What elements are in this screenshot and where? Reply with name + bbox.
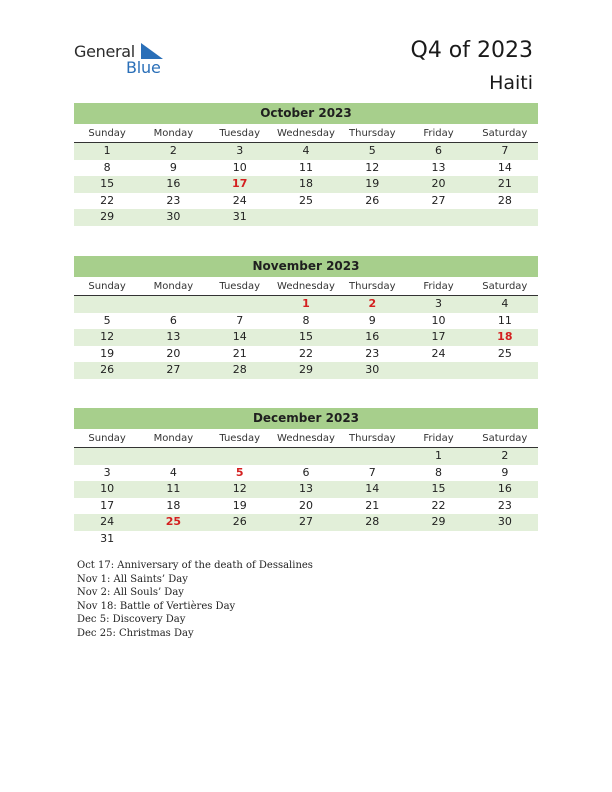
weekday-label: Saturday: [482, 433, 528, 444]
day-cell: 3: [103, 465, 111, 479]
day-cell: 5: [368, 144, 376, 157]
day-cell: 6: [302, 465, 310, 479]
weekday-label: Wednesday: [277, 433, 335, 444]
weekday-label: Monday: [153, 281, 194, 292]
day-cell: 3: [435, 297, 443, 310]
empty-day-cell: [472, 362, 538, 379]
empty-day-cell: [207, 531, 273, 548]
day-cell: 15: [431, 482, 446, 495]
day-cell: 7: [368, 465, 376, 479]
weekday-label: Saturday: [482, 281, 528, 292]
week-row: [74, 514, 538, 531]
day-cell: 5: [235, 465, 244, 479]
weekday-label: Sunday: [88, 433, 126, 444]
day-cell: 4: [169, 465, 177, 479]
day-cell: 20: [166, 346, 181, 360]
weekday-label: Friday: [423, 128, 454, 139]
day-cell: 23: [497, 498, 512, 512]
day-cell: 22: [431, 498, 446, 512]
page-title: Q4 of 2023: [410, 38, 533, 63]
day-cell: 11: [298, 160, 313, 174]
day-cell: 13: [431, 160, 446, 174]
day-cell: 16: [166, 177, 181, 190]
day-cell: 24: [431, 346, 446, 360]
day-cell: 8: [302, 313, 310, 327]
weekday-label: Monday: [153, 433, 194, 444]
day-cell: 2: [169, 144, 177, 157]
day-cell: 25: [298, 193, 313, 207]
day-cell: 17: [232, 177, 248, 190]
day-cell: 1: [103, 144, 111, 157]
week-rows: [74, 296, 538, 379]
week-row: [74, 465, 538, 482]
empty-day-cell: [140, 448, 206, 465]
week-row: [74, 296, 538, 313]
day-cell: 23: [365, 346, 380, 360]
weekday-label: Saturday: [482, 128, 528, 139]
day-cell: 10: [100, 482, 115, 495]
weekday-label: Wednesday: [277, 128, 335, 139]
day-cell: 7: [501, 144, 509, 157]
day-cell: 12: [232, 482, 247, 495]
week-row: [74, 143, 538, 160]
day-cell: 9: [169, 160, 177, 174]
day-cell: 25: [165, 515, 182, 528]
empty-day-cell: [74, 448, 140, 465]
day-cell: 11: [497, 313, 512, 327]
day-cell: 9: [501, 465, 509, 479]
day-cell: 7: [236, 313, 244, 327]
day-cell: 10: [431, 313, 446, 327]
week-row: [74, 160, 538, 177]
holiday-list: [77, 559, 313, 640]
day-cell: 28: [232, 363, 247, 376]
day-cell: 10: [232, 160, 247, 174]
weekday-label: Friday: [423, 433, 454, 444]
day-cell: 28: [497, 193, 512, 207]
day-cell: 27: [298, 515, 313, 528]
day-cell: 30: [166, 210, 181, 223]
empty-day-cell: [405, 209, 471, 226]
holiday-item: Nov 18: Battle of Vertières Day: [77, 600, 236, 612]
day-cell: 24: [100, 515, 115, 528]
logo-text-general: General: [74, 42, 135, 61]
day-cell: 26: [232, 515, 247, 528]
weekday-label: Sunday: [88, 281, 126, 292]
weekday-label: Friday: [423, 281, 454, 292]
day-cell: 13: [166, 330, 181, 343]
day-cell: 29: [100, 210, 115, 223]
month-calendar-october: [74, 103, 538, 226]
day-cell: 15: [100, 177, 115, 190]
day-cell: 15: [298, 330, 313, 343]
day-cell: 13: [298, 482, 313, 495]
day-cell: 29: [298, 363, 313, 376]
day-cell: 18: [166, 498, 181, 512]
day-cell: 2: [501, 449, 509, 462]
empty-day-cell: [405, 362, 471, 379]
day-cell: 2: [368, 297, 377, 310]
day-cell: 14: [365, 482, 380, 495]
day-cell: 8: [103, 160, 111, 174]
week-row: [74, 346, 538, 363]
weekday-row: [74, 124, 538, 143]
day-cell: 12: [365, 160, 380, 174]
day-cell: 26: [100, 363, 115, 376]
empty-day-cell: [140, 296, 206, 313]
day-cell: 22: [298, 346, 313, 360]
day-cell: 4: [302, 144, 310, 157]
empty-day-cell: [74, 296, 140, 313]
empty-day-cell: [339, 531, 405, 548]
day-cell: 21: [365, 498, 380, 512]
day-cell: 16: [365, 330, 380, 343]
logo-text-blue: Blue: [126, 58, 161, 77]
day-cell: 31: [232, 210, 247, 223]
day-cell: 17: [431, 330, 446, 343]
empty-day-cell: [273, 209, 339, 226]
month-header: November 2023: [74, 256, 538, 277]
month-calendar-november: [74, 256, 538, 379]
empty-day-cell: [207, 448, 273, 465]
empty-day-cell: [207, 296, 273, 313]
day-cell: 27: [431, 193, 446, 207]
generalblue-logo: [74, 42, 174, 76]
empty-day-cell: [472, 531, 538, 548]
day-cell: 1: [435, 449, 443, 462]
weekday-label: Thursday: [349, 433, 396, 444]
week-row: [74, 329, 538, 346]
day-cell: 6: [435, 144, 443, 157]
week-rows: [74, 143, 538, 226]
day-cell: 1: [302, 297, 310, 310]
day-cell: 5: [103, 313, 111, 327]
day-cell: 3: [236, 144, 244, 157]
day-cell: 14: [497, 160, 512, 174]
weekday-row: [74, 277, 538, 296]
day-cell: 19: [232, 498, 247, 512]
day-cell: 18: [298, 177, 313, 190]
day-cell: 25: [497, 346, 512, 360]
day-cell: 28: [365, 515, 380, 528]
day-cell: 4: [501, 297, 509, 310]
holiday-item: Dec 5: Discovery Day: [77, 614, 186, 625]
month-calendar-december: [74, 408, 538, 547]
logo-triangle-icon: [141, 43, 163, 59]
week-row: [74, 448, 538, 465]
weekday-label: Monday: [153, 128, 194, 139]
weekday-label: Sunday: [88, 128, 126, 139]
day-cell: 6: [169, 313, 177, 327]
day-cell: 8: [435, 465, 443, 479]
day-cell: 22: [100, 193, 115, 207]
empty-day-cell: [472, 209, 538, 226]
week-row: [74, 209, 538, 226]
day-cell: 26: [365, 193, 380, 207]
day-cell: 30: [365, 363, 380, 376]
empty-day-cell: [339, 448, 405, 465]
day-cell: 24: [232, 193, 247, 207]
day-cell: 21: [232, 346, 247, 360]
day-cell: 19: [365, 177, 380, 190]
month-header: December 2023: [74, 408, 538, 429]
week-row: [74, 176, 538, 193]
holiday-item: Dec 25: Christmas Day: [77, 627, 194, 639]
weekday-row: [74, 429, 538, 448]
empty-day-cell: [140, 531, 206, 548]
empty-day-cell: [405, 531, 471, 548]
weekday-label: Thursday: [349, 281, 396, 292]
week-row: [74, 481, 538, 498]
day-cell: 23: [166, 193, 181, 207]
weekday-label: Thursday: [349, 128, 396, 139]
day-cell: 21: [497, 177, 512, 190]
country-name: Haiti: [489, 72, 533, 94]
day-cell: 14: [232, 330, 247, 343]
day-cell: 17: [100, 498, 115, 512]
holiday-item: Nov 2: All Souls’ Day: [77, 587, 184, 598]
holiday-item: Nov 1: All Saints’ Day: [77, 573, 188, 585]
holiday-item: Oct 17: Anniversary of the death of Dessalines: [77, 560, 313, 571]
day-cell: 20: [431, 177, 446, 190]
weekday-label: Tuesday: [219, 281, 261, 292]
day-cell: 20: [298, 498, 313, 512]
week-row: [74, 193, 538, 210]
weekday-label: Wednesday: [277, 281, 335, 292]
day-cell: 30: [497, 515, 512, 528]
week-rows: [74, 448, 538, 547]
weekday-label: Tuesday: [219, 433, 261, 444]
empty-day-cell: [273, 448, 339, 465]
empty-day-cell: [339, 209, 405, 226]
month-header: October 2023: [74, 103, 538, 124]
weekday-label: Tuesday: [219, 128, 261, 139]
day-cell: 19: [100, 346, 115, 360]
empty-day-cell: [273, 531, 339, 548]
day-cell: 9: [368, 313, 376, 327]
week-row: [74, 531, 538, 548]
week-row: [74, 362, 538, 379]
day-cell: 18: [497, 330, 513, 343]
day-cell: 12: [100, 330, 115, 343]
day-cell: 31: [100, 531, 115, 545]
day-cell: 11: [166, 482, 181, 495]
day-cell: 29: [431, 515, 446, 528]
day-cell: 16: [497, 482, 512, 495]
day-cell: 27: [166, 363, 181, 376]
week-row: [74, 313, 538, 330]
week-row: [74, 498, 538, 515]
